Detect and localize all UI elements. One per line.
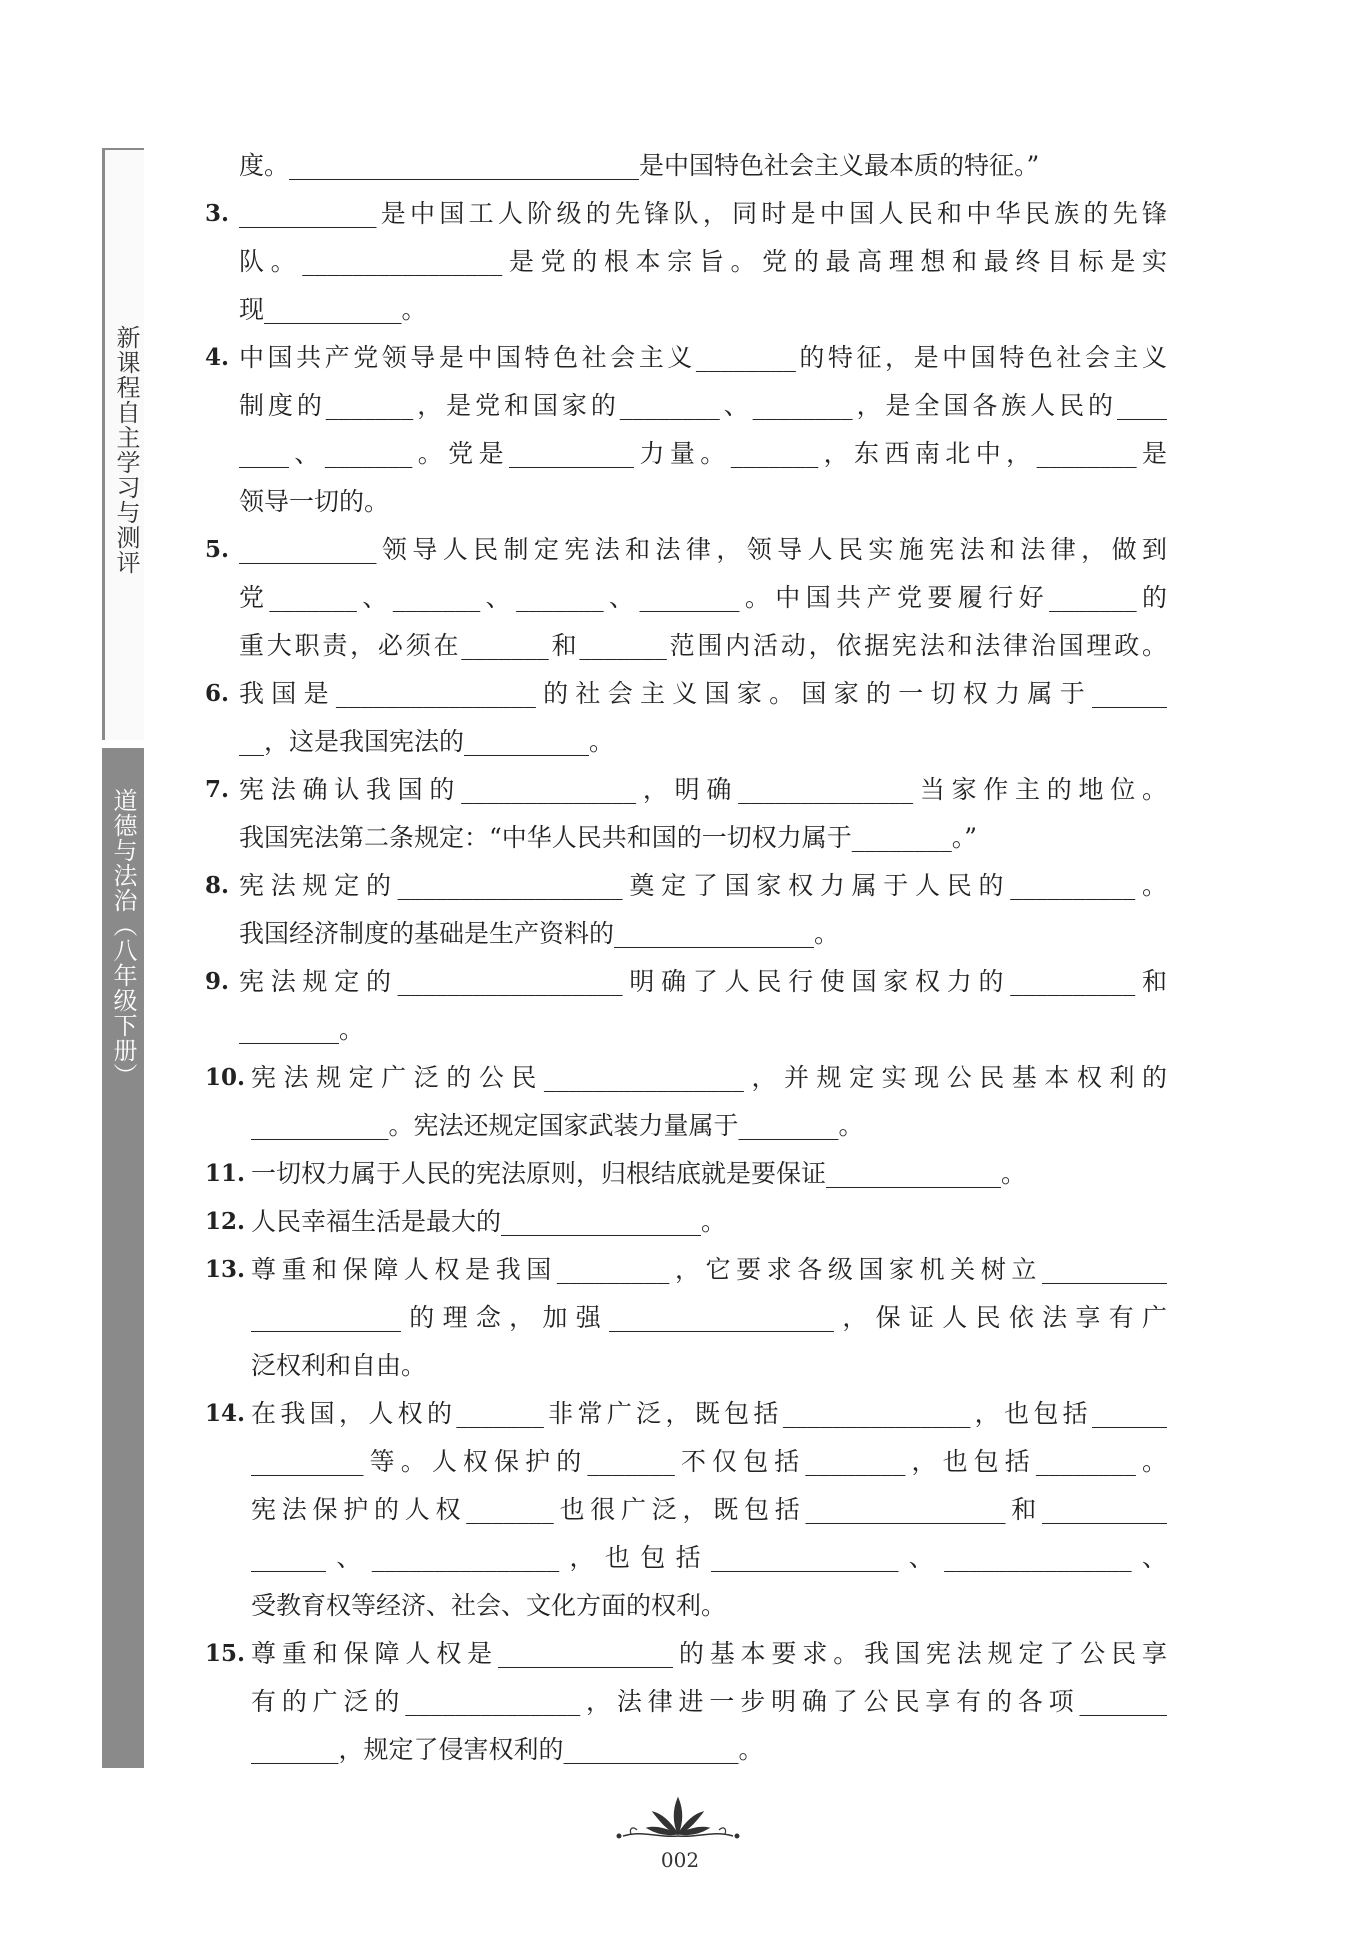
question-text: _______，规定了侵害权利的______________。 [251, 1735, 764, 1764]
question-text: 人民幸福生活是最大的________________。 [251, 1207, 727, 1236]
question-line [205, 142, 1165, 190]
question-text: 队。________________是党的根本宗旨。党的最高理想和最终目标是实 [239, 247, 1167, 276]
question-line [205, 1726, 1165, 1774]
question-line [205, 382, 1165, 430]
question-text: 宪法规定广泛的公民________________，并规定实现公民基本权利的 [251, 1063, 1167, 1092]
question-line [205, 286, 1165, 334]
question-text: 度。____________________________是中国特色社会主义最本质的特征。” [239, 151, 1040, 180]
question-text: 尊重和保障人权是我国_________，它要求各级国家机关树立__________ [251, 1255, 1167, 1284]
question-number: 6. [205, 680, 230, 707]
question-text: 一切权力属于人民的宪法原则，归根结底就是要保证______________。 [251, 1159, 1027, 1188]
question-line [205, 1582, 1165, 1630]
question-line [205, 862, 1165, 910]
page-number: 002 [660, 1848, 700, 1872]
question-line [205, 1390, 1165, 1438]
question-number: 14. [205, 1400, 246, 1427]
question-text: 领导一切的。 [239, 487, 390, 516]
question-text: 制度的_______，是党和国家的________、________，是全国各族人民的____ [239, 391, 1167, 420]
question-line [205, 190, 1165, 238]
question-number: 5. [205, 536, 230, 563]
question-line [205, 1438, 1165, 1486]
question-text: 重大职责，必须在_______和_______范围内活动，依据宪法和法律治国理政。 [239, 631, 1167, 660]
question-text: 现___________。 [239, 295, 427, 324]
question-text: __，这是我国宪法的__________。 [239, 727, 615, 756]
question-line [205, 670, 1165, 718]
question-text: 宪法规定的__________________明确了人民行使国家权力的__________和 [239, 967, 1167, 996]
question-text: 我国是________________的社会主义国家。国家的一切权力属于______ [239, 679, 1167, 708]
question-text: 泛权利和自由。 [251, 1351, 427, 1380]
question-line [205, 718, 1165, 766]
question-text: ____、_______。党是__________力量。_______，东西南北中，________是 [239, 439, 1167, 468]
question-list [205, 142, 1165, 1774]
question-line [205, 430, 1165, 478]
question-line [205, 1342, 1165, 1390]
question-line [205, 1150, 1165, 1198]
question-line [205, 1054, 1165, 1102]
question-line [205, 958, 1165, 1006]
question-text: 有的广泛的______________，法律进一步明确了公民享有的各项_______ [251, 1687, 1167, 1716]
question-text: ___________是中国工人阶级的先锋队，同时是中国人民和中华民族的先锋 [239, 199, 1167, 228]
question-text: ___________。宪法还规定国家武装力量属于________。 [251, 1111, 864, 1140]
question-text: 在我国，人权的_______非常广泛，既包括_______________，也包括______ [251, 1399, 1167, 1428]
question-text: 宪法确认我国的______________，明确______________当家作主的地位。 [239, 775, 1167, 804]
subject-side-tab [102, 748, 144, 1768]
question-number: 8. [205, 872, 230, 899]
question-number: 3. [205, 200, 230, 227]
question-text: ___________领导人民制定宪法和法律，领导人民实施宪法和法律，做到 [239, 535, 1167, 564]
series-side-tab [102, 148, 144, 740]
question-line [205, 1198, 1165, 1246]
question-line [205, 1678, 1165, 1726]
question-number: 15. [205, 1640, 246, 1667]
floral-ornament-icon [603, 1790, 753, 1850]
question-line [205, 1534, 1165, 1582]
question-text: ________。 [239, 1015, 365, 1044]
question-text: 宪法保护的人权_______也很广泛，既包括________________和__________ [251, 1495, 1167, 1524]
question-text: 受教育权等经济、社会、文化方面的权利。 [251, 1591, 727, 1620]
question-line [205, 1102, 1165, 1150]
question-text: 尊重和保障人权是______________的基本要求。我国宪法规定了公民享 [251, 1639, 1167, 1668]
question-line [205, 526, 1165, 574]
question-line [205, 910, 1165, 958]
question-text: _________等。人权保护的_______不仅包括________，也包括________。 [251, 1447, 1167, 1476]
question-text: 我国经济制度的基础是生产资料的________________。 [239, 919, 840, 948]
question-text: 党_______、_______、_______、________。中国共产党要履行好_______的 [239, 583, 1167, 612]
question-number: 10. [205, 1064, 246, 1091]
question-number: 11. [205, 1160, 246, 1187]
question-line [205, 1294, 1165, 1342]
question-text: ____________的理念，加强__________________，保证人民依法享有广 [251, 1303, 1167, 1332]
question-text: 宪法规定的__________________奠定了国家权力属于人民的__________。 [239, 871, 1167, 900]
question-line [205, 1246, 1165, 1294]
question-line [205, 1630, 1165, 1678]
question-number: 13. [205, 1256, 246, 1283]
question-line [205, 766, 1165, 814]
question-number: 7. [205, 776, 230, 803]
question-text: 我国宪法第二条规定：“中华人民共和国的一切权力属于________。” [239, 823, 978, 852]
question-line [205, 1486, 1165, 1534]
question-line [205, 1006, 1165, 1054]
question-line [205, 622, 1165, 670]
question-line [205, 478, 1165, 526]
question-line [205, 574, 1165, 622]
question-number: 12. [205, 1208, 246, 1235]
series-title: 新课程自主学习与测评 [112, 325, 140, 575]
question-line [205, 238, 1165, 286]
subject-title: 道德与法治（八年级下册） [109, 788, 137, 1088]
question-line [205, 334, 1165, 382]
question-text: 中国共产党领导是中国特色社会主义________的特征，是中国特色社会主义 [239, 343, 1167, 372]
question-text: ______、_______________，也包括_______________、_______________、 [251, 1543, 1167, 1572]
question-line [205, 814, 1165, 862]
question-number: 9. [205, 968, 230, 995]
question-number: 4. [205, 344, 230, 371]
